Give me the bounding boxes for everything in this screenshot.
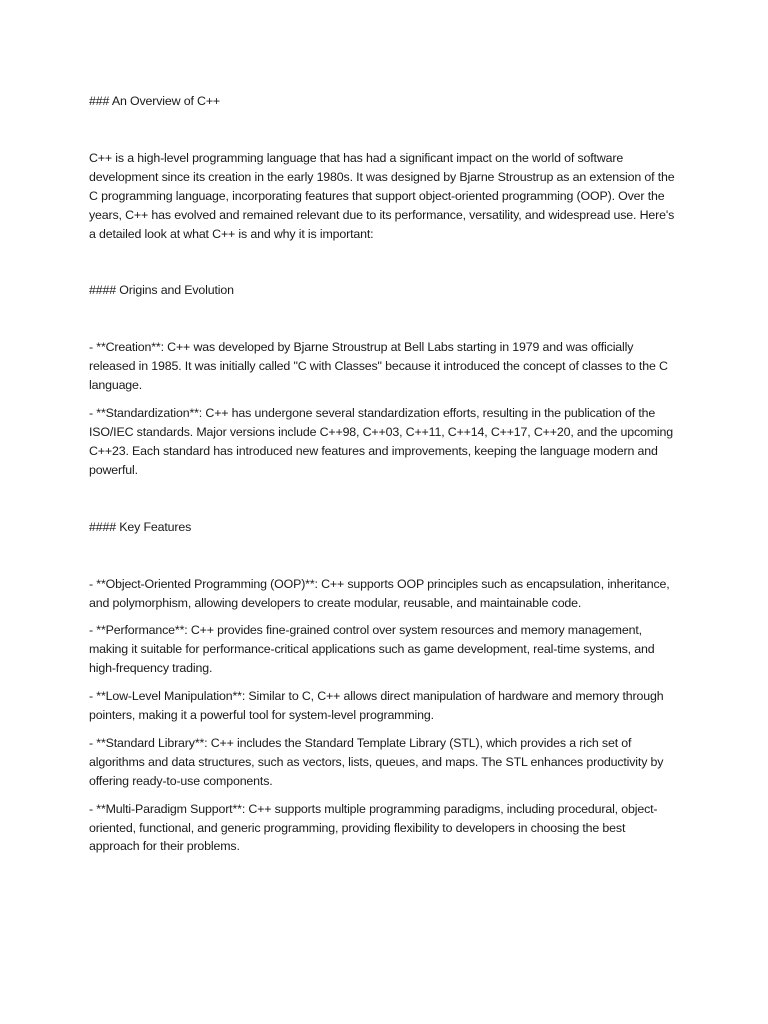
section-heading-key-features: #### Key Features	[89, 519, 192, 534]
document-title: ### An Overview of C++	[89, 94, 221, 108]
list-item-low-level: - **Low-Level Manipulation**: Similar to C, C++ allows direct manipulation of hardware and memory through pointers, making it a powerful tool for system-level programming.	[89, 689, 664, 723]
list-item-creation: - **Creation**: C++ was developed by Bjarne Stroustrup at Bell Labs starting in 1979 and was officially released in 1985. It was initially called "C with Classes" because it introduced the concept of classes to the C language.	[89, 340, 668, 393]
list-item-multi-paradigm: - **Multi-Paradigm Support**: C++ supports multiple programming paradigms, including procedural, object-oriented, functional, and generic programming, providing flexibility to developers in choosing the best approach for their problems.	[89, 801, 658, 854]
list-item-performance: - **Performance**: C++ provides fine-grained control over system resources and memory management, making it suitable for performance-critical applications such as game development, real-time systems, and high-frequency trading.	[89, 623, 655, 676]
list-item-standardization: - **Standardization**: C++ has undergone several standardization efforts, resulting in the publication of the ISO/IEC standards. Major versions include C++98, C++03, C++11, C++14, C++17, C++20, and the upcoming C++23. Each standard has introduced new features and improvements, keeping the language modern and powerful.	[89, 406, 674, 477]
list-item-oop: - **Object-Oriented Programming (OOP)**: C++ supports OOP principles such as encapsulation, inheritance, and polymorphism, allowing developers to create modular, reusable, and maintainable code.	[89, 576, 670, 610]
intro-paragraph: C++ is a high-level programming language that has had a significant impact on the world of software development since its creation in the early 1980s. It was designed by Bjarne Stroustrup as an extension of the C programming language, incorporating features that support object-oriented programming (OOP). Over the years, C++ has evolved and remained relevant due to its performance, versatility, and widespread use. Here's a detailed look at what C++ is and why it is important:	[89, 150, 675, 241]
section-heading-origins: #### Origins and Evolution	[89, 283, 234, 298]
list-item-standard-library: - **Standard Library**: C++ includes the Standard Template Library (STL), which provides a rich set of algorithms and data structures, such as vectors, lists, queues, and maps. The STL enhances productivity by offering ready-to-use components.	[89, 735, 664, 788]
